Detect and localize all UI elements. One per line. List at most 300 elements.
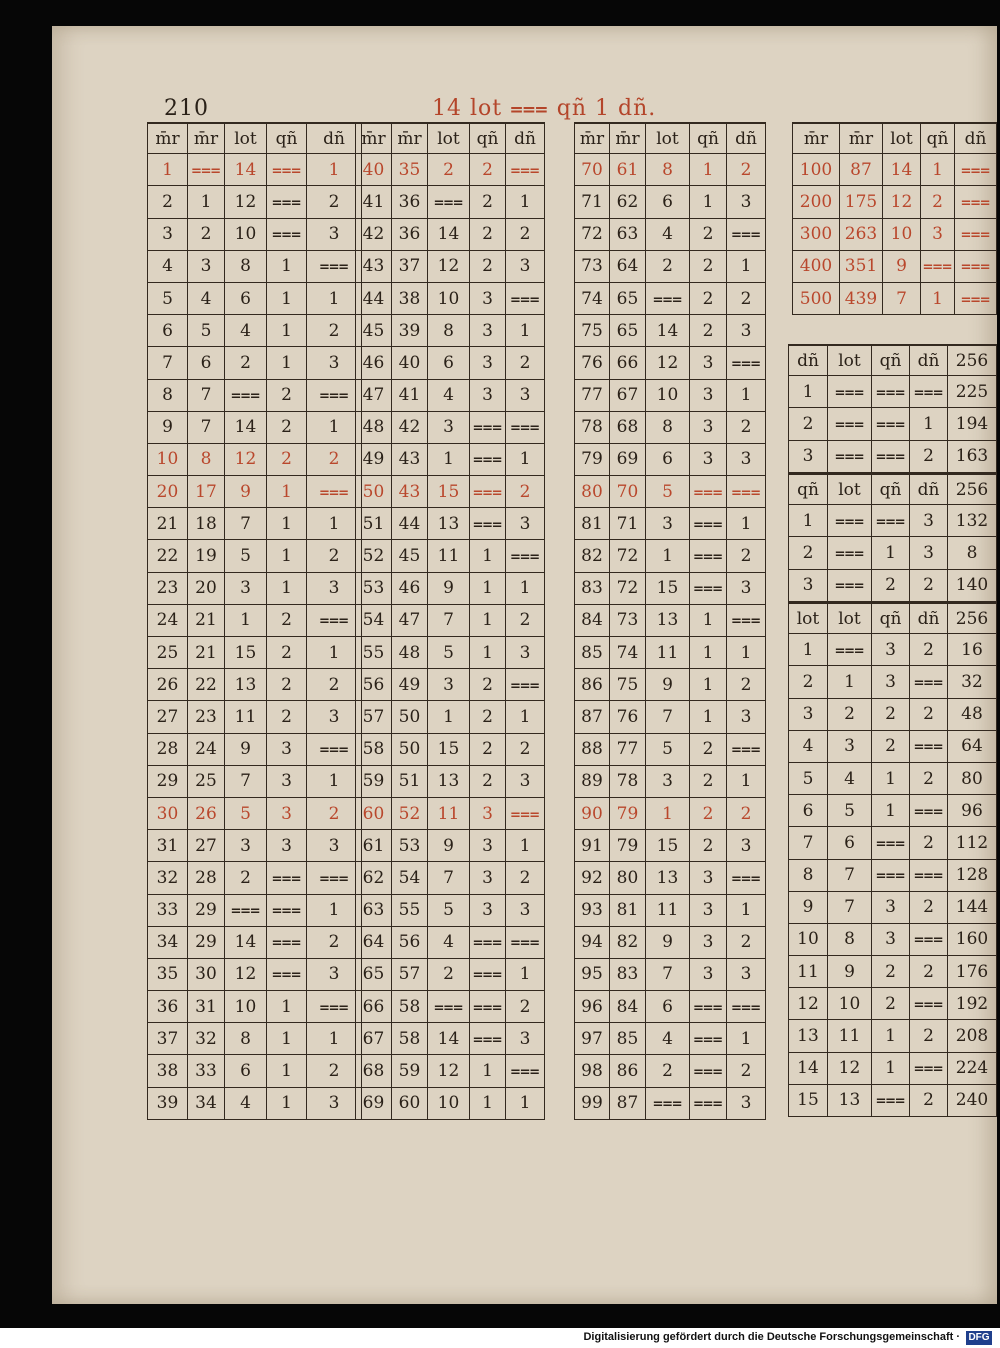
table-row [788,537,997,569]
table-cell: 65 [609,283,645,314]
header-cell: 256 [947,475,997,504]
table-cell: 57 [355,701,391,732]
table-cell: 1 [505,186,545,217]
table-cell: 2 [689,219,726,250]
table-cell: 82 [574,540,609,571]
table-cell: 2 [909,763,947,794]
table-cell: 60 [391,1088,427,1119]
table-cell: 1 [788,634,827,665]
table-cell: 49 [355,444,391,475]
table-cell: 3 [469,895,505,926]
table-cell: 41 [391,380,427,411]
table-cell: 11 [427,798,469,829]
table-cell: 27 [147,701,187,732]
table-cell: 1 [871,795,909,826]
table-cell: 11 [427,540,469,571]
table-cell: 27 [187,830,224,861]
table-header-row [147,122,362,154]
table-cell: 2 [469,154,505,185]
table-cell: 1 [266,251,306,282]
table-cell: 18 [187,508,224,539]
table-cell: ⩶ [469,444,505,475]
table-row [147,347,362,379]
table-cell: 3 [505,380,545,411]
table-row [355,540,545,572]
table-cell: 6 [645,444,689,475]
table-cell: 9 [827,956,871,987]
table-row [574,1088,766,1120]
table-row [788,1085,997,1117]
table-row [788,924,997,956]
header-cell: qñ [871,604,909,633]
table-cell: 160 [947,924,997,955]
header-cell: m̄r [391,124,427,153]
table-row [147,412,362,444]
table-cell: 4 [147,251,187,282]
table-cell: 6 [427,347,469,378]
header-cell: lot [882,124,920,153]
table-cell: 48 [391,637,427,668]
table-cell: 63 [355,895,391,926]
table-cell: 69 [355,1088,391,1119]
table-cell: 30 [147,798,187,829]
table-cell: 2 [909,892,947,923]
page-number: 210 [164,96,209,121]
table-cell: 15 [645,830,689,861]
table-cell: 73 [574,251,609,282]
table-cell: 1 [871,1020,909,1051]
header-cell: qñ [871,475,909,504]
table-cell: 1 [266,283,306,314]
header-cell: qñ [266,124,306,153]
table-row [355,154,545,186]
table-row [147,186,362,218]
header-cell: qñ [788,475,827,504]
table-cell: 1 [469,573,505,604]
table-cell: ⩶ [909,376,947,407]
table-cell: 3 [147,219,187,250]
header-cell: m̄r [187,124,224,153]
table-row [147,766,362,798]
table-cell: 26 [147,669,187,700]
table-3 [574,122,766,1120]
table-row [792,283,997,315]
table-cell: 1 [505,1088,545,1119]
table-cell: 12 [645,347,689,378]
dfg-logo: DFG [966,1331,992,1345]
table-cell: 49 [391,669,427,700]
table-cell: 1 [909,408,947,439]
table-cell: ⩶ [726,605,766,636]
table-cell: 7 [147,347,187,378]
table-cell: 2 [788,408,827,439]
table-cell: 3 [909,505,947,536]
table-cell: 3 [469,380,505,411]
header-cell: 256 [947,346,997,375]
table-cell: 2 [788,666,827,697]
table-cell: 1 [726,637,766,668]
table-cell: 2 [689,766,726,797]
header-cell: qñ [689,124,726,153]
table-cell: 12 [882,186,920,217]
table-cell: 3 [871,666,909,697]
table-row [147,154,362,186]
table-cell: 21 [187,637,224,668]
table-cell: ⩶ [909,860,947,891]
table-cell: 1 [827,666,871,697]
table-cell: 3 [689,927,726,958]
table-row [147,444,362,476]
table-cell: 1 [147,154,187,185]
table-cell: 4 [827,763,871,794]
table-cell: 2 [726,798,766,829]
table-cell: 5 [788,763,827,794]
table-cell: 69 [609,444,645,475]
table-cell: 22 [147,540,187,571]
table-row [147,540,362,572]
table-cell: ⩶ [726,734,766,765]
table-cell: 1 [726,1023,766,1054]
table-cell: 2 [726,283,766,314]
table-cell: 176 [947,956,997,987]
table-cell: 6 [187,347,224,378]
table-cell: 8 [187,444,224,475]
table-cell: 15 [645,573,689,604]
table-cell: 17 [187,476,224,507]
header-cell: lot [224,124,266,153]
table-cell: 3 [469,347,505,378]
table-cell: 42 [355,219,391,250]
table-cell: 1 [726,251,766,282]
table-row [788,763,997,795]
table-cell: ⩶ [909,795,947,826]
table-row [792,251,997,283]
table-cell: 64 [355,927,391,958]
table-cell: 3 [726,573,766,604]
table-cell: 77 [574,380,609,411]
table-cell: 34 [187,1088,224,1119]
table-cell: 13 [788,1020,827,1051]
table-cell: 6 [827,827,871,858]
table-cell: 2 [726,669,766,700]
table-cell: 9 [645,927,689,958]
table-cell: 14 [882,154,920,185]
table-cell: 40 [355,154,391,185]
table-cell: 16 [947,634,997,665]
table-cell: 1 [871,763,909,794]
table-cell: 175 [839,186,882,217]
table-cell: 1 [645,540,689,571]
table-cell: 96 [947,795,997,826]
table-cell: 58 [355,734,391,765]
table-cell: 41 [355,186,391,217]
table-5 [788,344,997,473]
table-cell: 55 [391,895,427,926]
table-cell: 72 [574,219,609,250]
table-row [147,734,362,766]
table-cell: 3 [726,959,766,990]
table-cell: 66 [609,347,645,378]
table-cell: 1 [726,508,766,539]
table-cell: ⩶ [306,734,362,765]
table-cell: 7 [788,827,827,858]
table-row [147,991,362,1023]
table-cell: 32 [947,666,997,697]
table-cell: ⩶ [871,376,909,407]
table-row [355,959,545,991]
table-cell: 4 [224,315,266,346]
table-cell: 26 [187,798,224,829]
table-cell: 2 [871,570,909,601]
table-cell: ⩶ [505,927,545,958]
table-row [147,219,362,251]
header-cell: dñ [909,475,947,504]
table-row [574,895,766,927]
table-cell: 8 [827,924,871,955]
table-cell: 82 [609,927,645,958]
table-cell: 1 [266,573,306,604]
header-cell: 256 [947,604,997,633]
table-cell: 140 [947,570,997,601]
table-cell: 28 [147,734,187,765]
table-cell: 3 [689,959,726,990]
table-cell: 47 [391,605,427,636]
table-row [147,1088,362,1120]
table-cell: 439 [839,283,882,314]
table-cell: 3 [306,830,362,861]
table-header-row [788,602,997,634]
table-cell: 8 [224,1023,266,1054]
table-cell: 32 [187,1023,224,1054]
table-cell: 14 [427,1023,469,1054]
table-cell: 9 [427,573,469,604]
table-cell: 14 [645,315,689,346]
table-header-row [355,122,545,154]
table-cell: ⩶ [909,731,947,762]
table-row [147,283,362,315]
table-cell: 300 [792,219,839,250]
table-cell: 75 [574,315,609,346]
table-cell: 91 [574,830,609,861]
table-cell: 39 [391,315,427,346]
table-cell: 12 [224,444,266,475]
table-cell: ⩶ [689,1023,726,1054]
table-cell: 42 [391,412,427,443]
header-cell: lot [827,346,871,375]
table-cell: 44 [391,508,427,539]
table-row [147,830,362,862]
table-cell: 3 [726,1088,766,1119]
table-cell: 3 [788,570,827,601]
table-cell: 77 [609,734,645,765]
table-cell: 2 [306,540,362,571]
table-cell: 2 [266,669,306,700]
table-cell: 81 [574,508,609,539]
table-cell: ⩶ [306,380,362,411]
table-cell: 90 [574,798,609,829]
table-cell: 1 [726,895,766,926]
table-cell: 65 [609,315,645,346]
table-row [355,605,545,637]
table-cell: 3 [187,251,224,282]
table-cell: ⩶ [689,476,726,507]
table-cell: ⩶ [871,860,909,891]
table-cell: 9 [882,251,920,282]
table-row [355,315,545,347]
table-row [355,412,545,444]
table-cell: ⩶ [827,537,871,568]
table-cell: 46 [355,347,391,378]
table-cell: 163 [947,441,997,472]
table-cell: 3 [505,637,545,668]
table-cell: 76 [574,347,609,378]
table-cell: ⩶ [469,959,505,990]
table-cell: ⩶ [469,476,505,507]
table-cell: 2 [505,734,545,765]
table-cell: 10 [147,444,187,475]
table-cell: 67 [609,380,645,411]
table-cell: 2 [871,699,909,730]
table-row [574,347,766,379]
table-cell: 22 [187,669,224,700]
table-cell: 5 [427,895,469,926]
table-cell: 1 [505,830,545,861]
table-cell: 7 [645,701,689,732]
table-cell: 14 [427,219,469,250]
table-cell: 2 [689,251,726,282]
header-cell: m̄r [839,124,882,153]
table-cell: 3 [266,734,306,765]
table-row [788,827,997,859]
table-cell: 1 [788,376,827,407]
table-cell: 6 [147,315,187,346]
header-cell: dñ [505,124,545,153]
table-cell: 3 [266,830,306,861]
table-cell: ⩶ [306,476,362,507]
table-row [574,283,766,315]
table-row [574,1055,766,1087]
table-row [788,731,997,763]
table-cell: ⩶ [909,988,947,1019]
table-cell: ⩶ [187,154,224,185]
table-cell: 1 [427,701,469,732]
table-row [574,1023,766,1055]
table-row [147,637,362,669]
table-cell: 3 [469,283,505,314]
table-cell: 6 [645,186,689,217]
table-row [355,766,545,798]
table-cell: 1 [689,669,726,700]
header-cell: qñ [871,346,909,375]
table-cell: 10 [427,283,469,314]
table-row [355,669,545,701]
table-cell: 3 [306,347,362,378]
header-cell: dñ [306,124,362,153]
table-cell: 2 [689,734,726,765]
table-cell: 39 [147,1088,187,1119]
table-cell: 500 [792,283,839,314]
table-cell: 8 [947,537,997,568]
table-cell: 2 [224,347,266,378]
table-cell: 30 [187,959,224,990]
table-cell: 87 [839,154,882,185]
table-cell: 2 [306,927,362,958]
table-cell: 351 [839,251,882,282]
table-cell: 11 [788,956,827,987]
table-row [788,441,997,473]
table-cell: 78 [574,412,609,443]
table-cell: 31 [147,830,187,861]
table-cell: 3 [266,798,306,829]
table-cell: 1 [427,444,469,475]
table-cell: ⩶ [871,441,909,472]
table-cell: ⩶ [505,669,545,700]
table-cell: 2 [306,1055,362,1086]
table-cell: ⩶ [505,283,545,314]
table-6 [788,473,997,602]
table-row [574,862,766,894]
table-row [574,605,766,637]
table-cell: ⩶ [505,412,545,443]
table-cell: 20 [187,573,224,604]
table-cell: 64 [609,251,645,282]
table-cell: 67 [355,1023,391,1054]
table-cell: 2 [726,1055,766,1086]
table-row [355,830,545,862]
table-cell: 2 [427,154,469,185]
table-cell: 3 [224,830,266,861]
table-cell: 1 [266,315,306,346]
table-row [147,315,362,347]
table-cell: 64 [947,731,997,762]
table-cell: 35 [147,959,187,990]
table-row [574,186,766,218]
header-cell: m̄r [609,124,645,153]
table-cell: 100 [792,154,839,185]
table-cell: ⩶ [689,540,726,571]
table-row [355,862,545,894]
table-cell: 72 [609,540,645,571]
table-row [788,988,997,1020]
table-cell: 3 [306,219,362,250]
table-cell: 63 [609,219,645,250]
table-row [788,376,997,408]
table-cell: 3 [726,186,766,217]
table-row [355,380,545,412]
table-cell: ⩶ [266,862,306,893]
table-cell: 15 [427,476,469,507]
table-cell: 93 [574,895,609,926]
table-cell: 83 [609,959,645,990]
table-cell: 71 [574,186,609,217]
table-cell: 58 [391,991,427,1022]
table-cell: 43 [391,476,427,507]
table-cell: 36 [391,186,427,217]
table-cell: 3 [689,895,726,926]
table-cell: 7 [827,892,871,923]
table-cell: 48 [355,412,391,443]
table-cell: 79 [574,444,609,475]
table-cell: 79 [609,798,645,829]
table-cell: 2 [726,154,766,185]
table-cell: 19 [187,540,224,571]
table-cell: 51 [391,766,427,797]
table-cell: 3 [306,573,362,604]
table-row [355,444,545,476]
header-cell: dñ [788,346,827,375]
table-cell: 21 [147,508,187,539]
table-cell: 1 [224,605,266,636]
